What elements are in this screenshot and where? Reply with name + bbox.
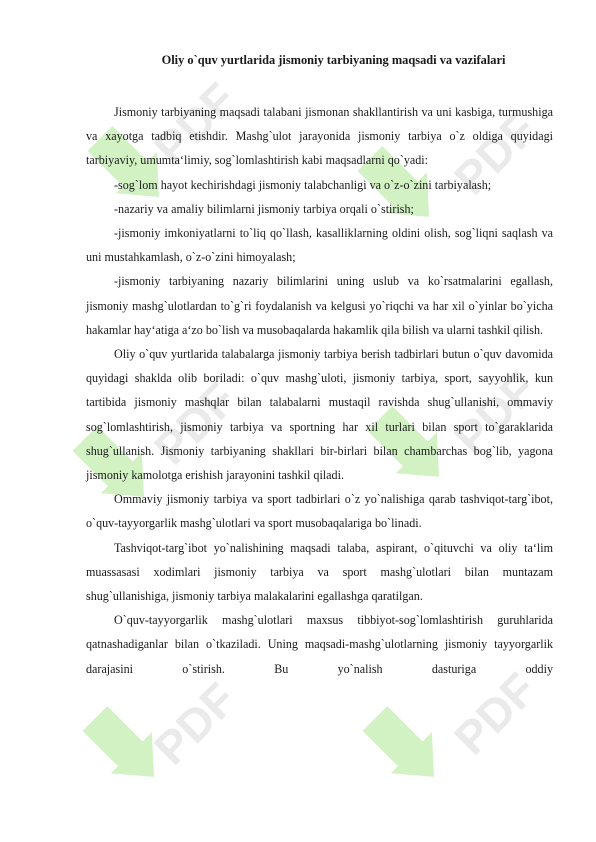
paragraph: Oliy o`quv yurtlarida talabalarga jismoniy tarbiya berish tadbirlari butun o`quv davomida quyidagi shaklda olib boriladi: o`quv mashg`uloti, jismoniy tarbiya, sport, sayyohlik, kun tartibida jismoniy mashqlar bilan talabalarni mustaqil ravishda shug`ullanishi, ommaviy sog`lomlashtirish, jismoniy tarbiya va sportning har xil turlari bilan sport to`garaklarida shug`ullanish. Jismoniy tarbiyaning shakllari bir-birlari bilan chambarchas bog`lib, yagona jismoniy kamolotga erishish jarayonini tashkil qiladi. bbox=[86, 347, 553, 483]
watermark-arrow-icon bbox=[375, 700, 435, 790]
document-body bbox=[86, 100, 553, 681]
paragraph: -sog`lom hayot kechirishdagi jismoniy talabchanligi va o`z-o`zini tarbiyalash; bbox=[114, 177, 492, 192]
paragraph: -nazariy va amaliy bilimlarni jismoniy tarbiya orqali o`stirish; bbox=[114, 201, 414, 216]
paragraph: O`quv-tayyorgarlik mashg`ulotlari maxsus tibbiyot-sog`lomlashtirish guruhlarida qatnashadiganlar bilan o`tkaziladi. Uning maqsadi-mashg`ulotlarning jismoniy tayyorgarlik darajasini o`stirish. Bu yo`nalish dasturiga oddiy bbox=[86, 613, 553, 676]
watermark-text: PDF bbox=[444, 662, 546, 765]
watermark-text: PDF bbox=[144, 672, 246, 775]
watermark-text: PDF bbox=[444, 362, 546, 465]
paragraph: -jismoniy imkoniyatlarni to`liq qo`llash, kasalliklarning oldini olish, sog`liqni saqlash va uni mustahkamlash, o`z-o`zini himoyalash; bbox=[86, 226, 553, 265]
document-title: Oliy o`quv yurtlarida jismoniy tarbiyaning maqsadi va vazifalari bbox=[161, 53, 506, 67]
watermark-text: PDF bbox=[144, 372, 246, 475]
paragraph: Ommaviy jismoniy tarbiya va sport tadbirlari o`z yo`nalishiga qarab tashviqot-targ`ibot, o`quv-tayyorgarlik mashg`ulotlari va sport musobaqalariga bo`linadi. bbox=[86, 492, 553, 531]
watermark-text: PDF bbox=[444, 102, 546, 205]
document-page bbox=[86, 52, 553, 681]
paragraph: -jismoniy tarbiyaning nazariy bilimlarini uning uslub va ko`rsatmalarini egallash, jismoniy mashg`ulotlardan to`g`ri foydalanish va kelgusi yo`riqchi va har xil o`yinlar bo`yicha hakamlar hay‘atiga a‘zo bo`lish va musobaqalarda hakamlik qila bilish va ularni tashkil qilish. bbox=[86, 274, 553, 337]
paragraph: Tashviqot-targ`ibot yo`nalishining maqsadi talaba, aspirant, o`qituvchi va oliy ta‘lim muassasasi xodimlari jismoniy tarbiya va sport mashg`ulotlari bilan muntazam shug`ullanishiga, jismoniy tarbiya malakalarini egallashga qaratilgan. bbox=[86, 540, 553, 604]
watermark-arrow-icon bbox=[95, 700, 155, 790]
paragraph: Jismoniy tarbiyaning maqsadi talabani jismonan shakllantirish va uni kasbiga, turmushiga va xayotga tadbiq etishdir. Mashg`ulot jarayonida jismoniy tarbiya o`z oldiga quyidagi tarbiyaviy, umumta‘limiy, sog`lomlashtirish kabi maqsadlarni qo`yadi: bbox=[86, 105, 553, 168]
watermark-text: PDF bbox=[144, 72, 246, 175]
